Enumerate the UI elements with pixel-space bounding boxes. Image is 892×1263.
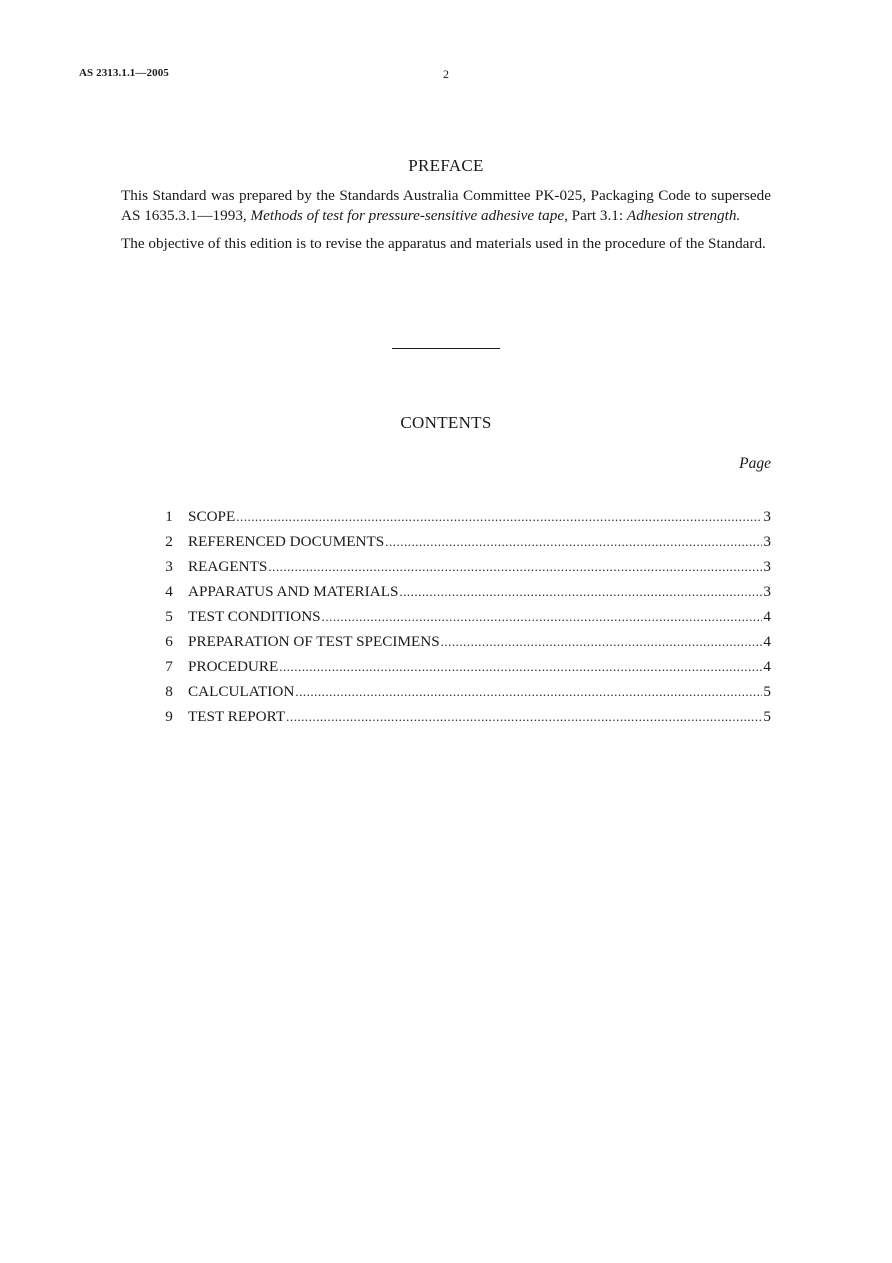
toc-entry-number: 3	[165, 558, 173, 575]
preface-italic-title: Methods of test for pressure-sensitive adhesive tape	[250, 206, 565, 224]
toc-entry-page: 3	[763, 583, 771, 600]
toc-entry[interactable]	[150, 608, 771, 633]
toc-entry-page: 5	[763, 683, 771, 700]
toc-entry-title: SCOPE	[188, 508, 236, 525]
toc-entry-page: 5	[763, 708, 771, 725]
table-of-contents	[150, 508, 771, 733]
preface-paragraph-2: The objective of this edition is to revise the apparatus and materials used in the procedure of the Standard.	[121, 235, 766, 252]
preface-text-1: This Standard was prepared by the Standards Australia Committee PK-025, Packaging Code to supersede AS 1635.3.1—1993,	[121, 187, 771, 224]
toc-entry[interactable]	[150, 658, 771, 683]
toc-entry-number: 1	[165, 508, 173, 525]
toc-dot-leader	[295, 684, 762, 700]
toc-entry-title: PREPARATION OF TEST SPECIMENS	[188, 633, 440, 650]
toc-entry-title: APPARATUS AND MATERIALS	[188, 583, 399, 600]
toc-dot-leader	[322, 609, 763, 625]
toc-entry-title: CALCULATION	[188, 683, 295, 700]
toc-dot-leader	[385, 534, 762, 550]
toc-entry-page: 4	[763, 658, 771, 675]
toc-entry-number: 6	[165, 633, 173, 650]
toc-entry-title: PROCEDURE	[188, 658, 279, 675]
toc-dot-leader	[441, 634, 763, 650]
toc-dot-leader	[279, 659, 762, 675]
toc-entry-page: 3	[763, 508, 771, 525]
standard-reference: AS 2313.1.1—2005	[79, 67, 169, 79]
toc-entry-number: 7	[165, 658, 173, 675]
preface-body	[121, 186, 771, 263]
toc-entry-page: 4	[763, 608, 771, 625]
toc-entry-title: REAGENTS	[188, 558, 268, 575]
toc-entry[interactable]	[150, 558, 771, 583]
toc-entry-title: TEST CONDITIONS	[188, 608, 321, 625]
toc-dot-leader	[236, 509, 762, 525]
toc-dot-leader	[286, 709, 762, 725]
toc-entry[interactable]	[150, 633, 771, 658]
toc-dot-leader	[268, 559, 762, 575]
page-number: 2	[443, 67, 449, 81]
toc-entry[interactable]	[150, 508, 771, 533]
toc-entry-number: 8	[165, 683, 173, 700]
toc-entry-page: 3	[763, 558, 771, 575]
toc-entry-title: REFERENCED DOCUMENTS	[188, 533, 385, 550]
preface-paragraph-1	[121, 186, 771, 225]
toc-entry[interactable]	[150, 533, 771, 558]
toc-dot-leader	[399, 584, 762, 600]
page-column-label: Page	[739, 455, 771, 472]
toc-entry[interactable]	[150, 683, 771, 708]
preface-text-2: , Part 3.1:	[564, 206, 627, 224]
toc-entry[interactable]	[150, 583, 771, 608]
toc-entry-number: 9	[165, 708, 173, 725]
toc-entry[interactable]	[150, 708, 771, 733]
toc-entry-title: TEST REPORT	[188, 708, 286, 725]
toc-entry-number: 5	[165, 608, 173, 625]
preface-title: PREFACE	[408, 156, 484, 175]
contents-title: CONTENTS	[400, 413, 492, 432]
toc-entry-page: 3	[763, 533, 771, 550]
toc-entry-number: 4	[165, 583, 173, 600]
toc-entry-number: 2	[165, 533, 173, 550]
preface-italic-part: Adhesion strength.	[626, 206, 741, 224]
toc-entry-page: 4	[763, 633, 771, 650]
section-divider	[392, 348, 500, 349]
